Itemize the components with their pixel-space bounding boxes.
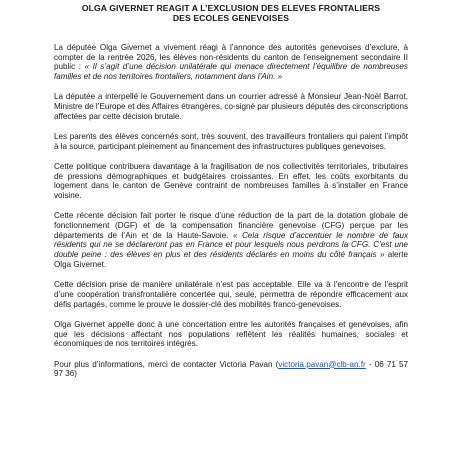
paragraph-frontier-workers: Les parents des élèves concernés sont, très souvent, des travailleurs frontaliers qui paient l’impôt à la source, participant pleinement au financement des infrastructures publiques genevoises. <box>54 131 408 151</box>
paragraph-call-for-concertation: Olga Givernet appelle donc à une concertation entre les autorités françaises et genevoises, afin que les décisions affectant nos populations reflètent les réalités humaines, sociales et économiques de nos territoires intégrés. <box>54 319 408 349</box>
paragraph-dgf-cfg-text: Cette récente décision fait porter le risque d’une réduction de la part de la dotation globale de fonctionnement (DGF) et de la compensation financière genevoise (CFG) perçue par les départements de l’Ain et de la Haute-Savoie. <box>54 211 408 240</box>
paragraph-unilateral-decision: Cette décision prise de manière unilatérale n’est pas acceptable. Elle va à l’encontre de l’esprit d’une coopération transfrontalière concertée qui, seule, permettra de répondre efficacement aux défis partagés, comme le prouve le dossier-clé des mobilités franco-genevoises. <box>54 280 408 309</box>
paragraph-announcement-text: La députée Olga Givernet a vivement réagi à l’annonce des autorités genevoises d’exclure, à compter de la rentrée 2026, les élèves non-résidents du canton de l’enseignement secondaire II public : <box>54 42 408 72</box>
contact-suffix: - 06 71 57 97 36) <box>54 359 409 379</box>
press-release-title <box>54 3 408 24</box>
contact-prefix: Pour plus d’informations, merci de contacter Victoria Pavan ( <box>54 359 279 369</box>
paragraph-announcement-quote: « Il s’agit d’une décision unilatérale qui menace directement l’équilibre de nombreuses familles et de nos territoires frontaliers, notamment dans l’Ain. » <box>54 62 408 81</box>
paragraph-announcement <box>54 43 408 82</box>
contact-email-link[interactable]: victoria.pavan@clb-an.fr <box>278 359 366 369</box>
paragraph-letter-to-minister: La députée a interpellé le Gouvernement dans un courrier adressé à Monsieur Jean-Noël Barrot, Ministre de l’Europe et des Affaires étrangères, co-signé par plusieurs députés des circonscriptions affectées par cette décision brutale. <box>54 92 408 121</box>
paragraph-dgf-cfg-attribution: alerte Olga Givernet. <box>54 250 409 269</box>
title-line-1: OLGA GIVERNET REAGIT A L’EXCLUSION DES ELEVES FRONTALIERS <box>81 3 381 13</box>
paragraph-contact <box>54 360 408 379</box>
paragraph-dgf-cfg <box>54 211 408 269</box>
title-line-2: DES ECOLES GENEVOISES <box>172 13 290 24</box>
paragraph-dgf-cfg-quote: « Cela risque d’accentuer le nombre de faux résidents qui ne se déclareront pas en France et pour lesquels nous perdrons la CFG. C’est une double peine : des élèves en plus et des résidents déclarés en moins du côté français » <box>54 230 408 260</box>
paragraph-local-authorities: Cette politique contribuera davantage à la fragilisation de nos collectivités territoriales, tributaires de pressions démographiques et budgétaires croissantes. En effet, les coûts exorbitants du logement dans le canton de Genève contraint de nombreuses familles à s’installer en France voisine. <box>54 161 408 201</box>
